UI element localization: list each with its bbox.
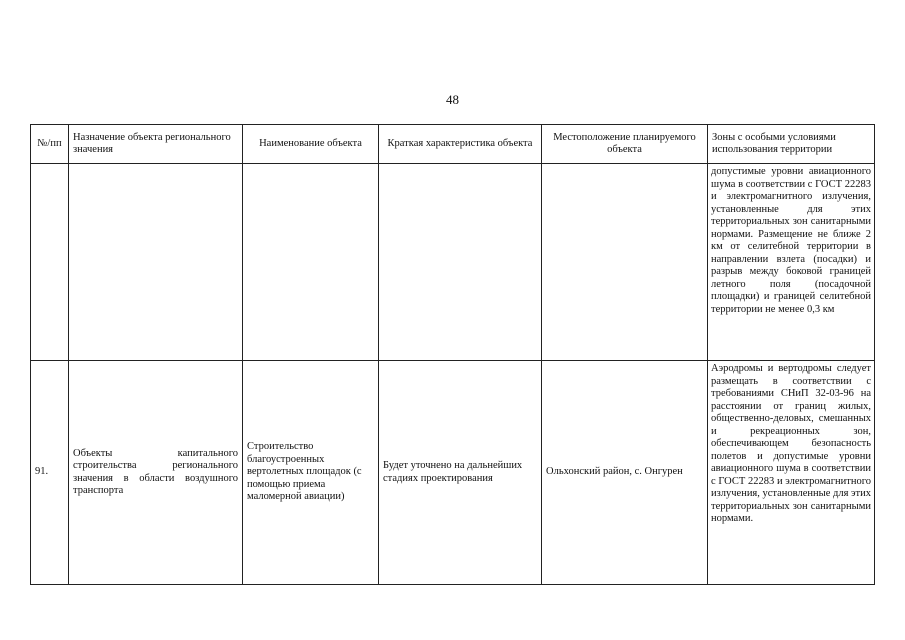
cell-name: Строительство благоустроенных вертолетных площадок (с помощью приема маломерной авиации) (243, 361, 379, 585)
cell-num (31, 164, 69, 361)
page-number: 48 (446, 92, 459, 107)
header-zones: Зоны с особыми условиями использования территории (708, 125, 875, 164)
cell-location: Ольхонский район, с. Онгурен (542, 361, 708, 585)
table-header-row (31, 125, 875, 164)
cell-purpose: Объекты капитального строительства регионального значения в области воздушного транспорта (69, 361, 243, 585)
table-row (31, 361, 875, 585)
cell-zones: Аэродромы и вертодромы следует размещать в соответствии с требованиями СНиП 32-03-96 на расстоянии от границ жилых, общественно-деловых, смешанных и рекреационных зон, обеспечивающем безопасность полетов и допустимые уровни авиационного шума в соответствии с ГОСТ 22283 и электромагнитного излучения, установленные для этих территориальных зон санитарными нормами. (708, 361, 875, 585)
regional-objects-table (30, 124, 875, 585)
cell-zones: допустимые уровни авиационного шума в соответствии с ГОСТ 22283 и электромагнитного излучения, установленные для этих территориальных зон санитарными нормами. Размещение не ближе 2 км от селитебной территории в направлении взлета (посадки) и разрыв между боковой границей летного поля (посадочной площадки) и границей селитебной территории не менее 0,3 км (708, 164, 875, 361)
cell-purpose (69, 164, 243, 361)
cell-num: 91. (31, 361, 69, 585)
header-name: Наименование объекта (243, 125, 379, 164)
cell-description: Будет уточнено на дальнейших стадиях проектирования (379, 361, 542, 585)
header-purpose: Назначение объекта регионального значения (69, 125, 243, 164)
header-location: Местоположение планируемого объекта (542, 125, 708, 164)
table-row (31, 164, 875, 361)
header-description: Краткая характеристика объекта (379, 125, 542, 164)
header-num: №/пп (31, 125, 69, 164)
cell-description (379, 164, 542, 361)
cell-location (542, 164, 708, 361)
cell-name (243, 164, 379, 361)
